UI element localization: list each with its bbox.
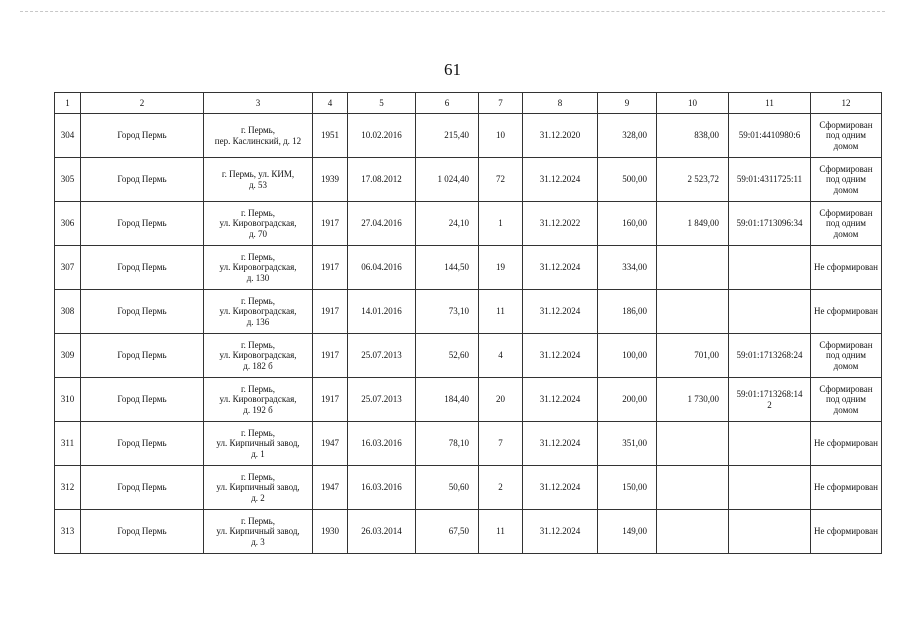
address-cell: г. Пермь, ул. Кирпичный завод, д. 1: [204, 422, 313, 466]
table-row: [55, 246, 882, 290]
col9-cell: 149,00: [598, 510, 657, 554]
date-cell: 17.08.2012: [348, 158, 416, 202]
status-cell: Не сформирован: [811, 246, 882, 290]
col10-cell: [657, 246, 729, 290]
year-cell: 1917: [313, 378, 348, 422]
cadastral-number-cell: 59:01:1713268:14 2: [729, 378, 811, 422]
cadastral-number-cell: 59:01:1713096:34: [729, 202, 811, 246]
residents-cell: 19: [479, 246, 523, 290]
col10-cell: 1 730,00: [657, 378, 729, 422]
area-cell: 24,10: [416, 202, 479, 246]
address-cell: г. Пермь, ул. Кировоградская, д. 70: [204, 202, 313, 246]
row-number-cell: 309: [55, 334, 81, 378]
area-cell: 67,50: [416, 510, 479, 554]
cadastral-number-cell: [729, 422, 811, 466]
year-cell: 1917: [313, 202, 348, 246]
deadline-cell: 31.12.2024: [523, 378, 598, 422]
address-cell: г. Пермь, ул. КИМ, д. 53: [204, 158, 313, 202]
table-row: [55, 334, 882, 378]
residents-cell: 11: [479, 510, 523, 554]
deadline-cell: 31.12.2024: [523, 290, 598, 334]
table-row: [55, 422, 882, 466]
address-cell: г. Пермь, ул. Кирпичный завод, д. 3: [204, 510, 313, 554]
col10-cell: [657, 466, 729, 510]
year-cell: 1947: [313, 466, 348, 510]
row-number-cell: 304: [55, 114, 81, 158]
deadline-cell: 31.12.2024: [523, 466, 598, 510]
row-number-cell: 308: [55, 290, 81, 334]
column-header: 6: [416, 93, 479, 114]
col9-cell: 500,00: [598, 158, 657, 202]
top-border-line: [20, 11, 885, 12]
col9-cell: 351,00: [598, 422, 657, 466]
registry-table: [54, 92, 882, 554]
col9-cell: 328,00: [598, 114, 657, 158]
col9-cell: 186,00: [598, 290, 657, 334]
residents-cell: 11: [479, 290, 523, 334]
year-cell: 1917: [313, 290, 348, 334]
table-header-row: [55, 93, 882, 114]
address-cell: г. Пермь, пер. Каслинский, д. 12: [204, 114, 313, 158]
cadastral-number-cell: [729, 246, 811, 290]
deadline-cell: 31.12.2024: [523, 158, 598, 202]
col10-cell: 838,00: [657, 114, 729, 158]
deadline-cell: 31.12.2024: [523, 334, 598, 378]
year-cell: 1930: [313, 510, 348, 554]
col9-cell: 160,00: [598, 202, 657, 246]
deadline-cell: 31.12.2024: [523, 422, 598, 466]
status-cell: Сформирован под одним домом: [811, 378, 882, 422]
row-number-cell: 306: [55, 202, 81, 246]
address-cell: г. Пермь, ул. Кировоградская, д. 182 б: [204, 334, 313, 378]
cadastral-number-cell: [729, 466, 811, 510]
column-header: 2: [81, 93, 204, 114]
date-cell: 16.03.2016: [348, 422, 416, 466]
year-cell: 1951: [313, 114, 348, 158]
status-cell: Не сформирован: [811, 510, 882, 554]
row-number-cell: 313: [55, 510, 81, 554]
col9-cell: 334,00: [598, 246, 657, 290]
area-cell: 50,60: [416, 466, 479, 510]
city-cell: Город Пермь: [81, 246, 204, 290]
residents-cell: 1: [479, 202, 523, 246]
date-cell: 25.07.2013: [348, 378, 416, 422]
status-cell: Не сформирован: [811, 422, 882, 466]
status-cell: Не сформирован: [811, 290, 882, 334]
residents-cell: 72: [479, 158, 523, 202]
date-cell: 14.01.2016: [348, 290, 416, 334]
city-cell: Город Пермь: [81, 290, 204, 334]
date-cell: 26.03.2014: [348, 510, 416, 554]
date-cell: 16.03.2016: [348, 466, 416, 510]
status-cell: Сформирован под одним домом: [811, 334, 882, 378]
residents-cell: 2: [479, 466, 523, 510]
status-cell: Не сформирован: [811, 466, 882, 510]
address-cell: г. Пермь, ул. Кировоградская, д. 136: [204, 290, 313, 334]
deadline-cell: 31.12.2024: [523, 510, 598, 554]
table-row: [55, 510, 882, 554]
table-row: [55, 158, 882, 202]
area-cell: 215,40: [416, 114, 479, 158]
residents-cell: 10: [479, 114, 523, 158]
column-header: 11: [729, 93, 811, 114]
table-row: [55, 202, 882, 246]
column-header: 3: [204, 93, 313, 114]
city-cell: Город Пермь: [81, 114, 204, 158]
area-cell: 73,10: [416, 290, 479, 334]
area-cell: 78,10: [416, 422, 479, 466]
column-header: 1: [55, 93, 81, 114]
column-header: 4: [313, 93, 348, 114]
registry-table-body: [55, 93, 882, 554]
date-cell: 06.04.2016: [348, 246, 416, 290]
deadline-cell: 31.12.2022: [523, 202, 598, 246]
column-header: 12: [811, 93, 882, 114]
row-number-cell: 311: [55, 422, 81, 466]
address-cell: г. Пермь, ул. Кировоградская, д. 130: [204, 246, 313, 290]
year-cell: 1917: [313, 246, 348, 290]
cadastral-number-cell: [729, 510, 811, 554]
column-header: 10: [657, 93, 729, 114]
city-cell: Город Пермь: [81, 422, 204, 466]
area-cell: 1 024,40: [416, 158, 479, 202]
column-header: 9: [598, 93, 657, 114]
area-cell: 52,60: [416, 334, 479, 378]
col9-cell: 200,00: [598, 378, 657, 422]
cadastral-number-cell: 59:01:1713268:24: [729, 334, 811, 378]
city-cell: Город Пермь: [81, 158, 204, 202]
status-cell: Сформирован под одним домом: [811, 114, 882, 158]
col10-cell: [657, 290, 729, 334]
address-cell: г. Пермь, ул. Кирпичный завод, д. 2: [204, 466, 313, 510]
col9-cell: 150,00: [598, 466, 657, 510]
residents-cell: 4: [479, 334, 523, 378]
cadastral-number-cell: 59:01:4410980:6: [729, 114, 811, 158]
city-cell: Город Пермь: [81, 510, 204, 554]
year-cell: 1939: [313, 158, 348, 202]
page-number: 61: [444, 60, 461, 79]
address-cell: г. Пермь, ул. Кировоградская, д. 192 б: [204, 378, 313, 422]
deadline-cell: 31.12.2020: [523, 114, 598, 158]
col9-cell: 100,00: [598, 334, 657, 378]
table-row: [55, 466, 882, 510]
city-cell: Город Пермь: [81, 466, 204, 510]
row-number-cell: 305: [55, 158, 81, 202]
column-header: 7: [479, 93, 523, 114]
col10-cell: [657, 510, 729, 554]
row-number-cell: 312: [55, 466, 81, 510]
area-cell: 144,50: [416, 246, 479, 290]
city-cell: Город Пермь: [81, 378, 204, 422]
cadastral-number-cell: 59:01:4311725:11: [729, 158, 811, 202]
table-row: [55, 114, 882, 158]
col10-cell: 1 849,00: [657, 202, 729, 246]
col10-cell: 2 523,72: [657, 158, 729, 202]
city-cell: Город Пермь: [81, 202, 204, 246]
year-cell: 1917: [313, 334, 348, 378]
col10-cell: [657, 422, 729, 466]
date-cell: 10.02.2016: [348, 114, 416, 158]
residents-cell: 7: [479, 422, 523, 466]
deadline-cell: 31.12.2024: [523, 246, 598, 290]
table-row: [55, 290, 882, 334]
city-cell: Город Пермь: [81, 334, 204, 378]
residents-cell: 20: [479, 378, 523, 422]
column-header: 8: [523, 93, 598, 114]
col10-cell: 701,00: [657, 334, 729, 378]
status-cell: Сформирован под одним домом: [811, 158, 882, 202]
row-number-cell: 310: [55, 378, 81, 422]
area-cell: 184,40: [416, 378, 479, 422]
status-cell: Сформирован под одним домом: [811, 202, 882, 246]
column-header: 5: [348, 93, 416, 114]
row-number-cell: 307: [55, 246, 81, 290]
year-cell: 1947: [313, 422, 348, 466]
cadastral-number-cell: [729, 290, 811, 334]
date-cell: 25.07.2013: [348, 334, 416, 378]
date-cell: 27.04.2016: [348, 202, 416, 246]
table-row: [55, 378, 882, 422]
